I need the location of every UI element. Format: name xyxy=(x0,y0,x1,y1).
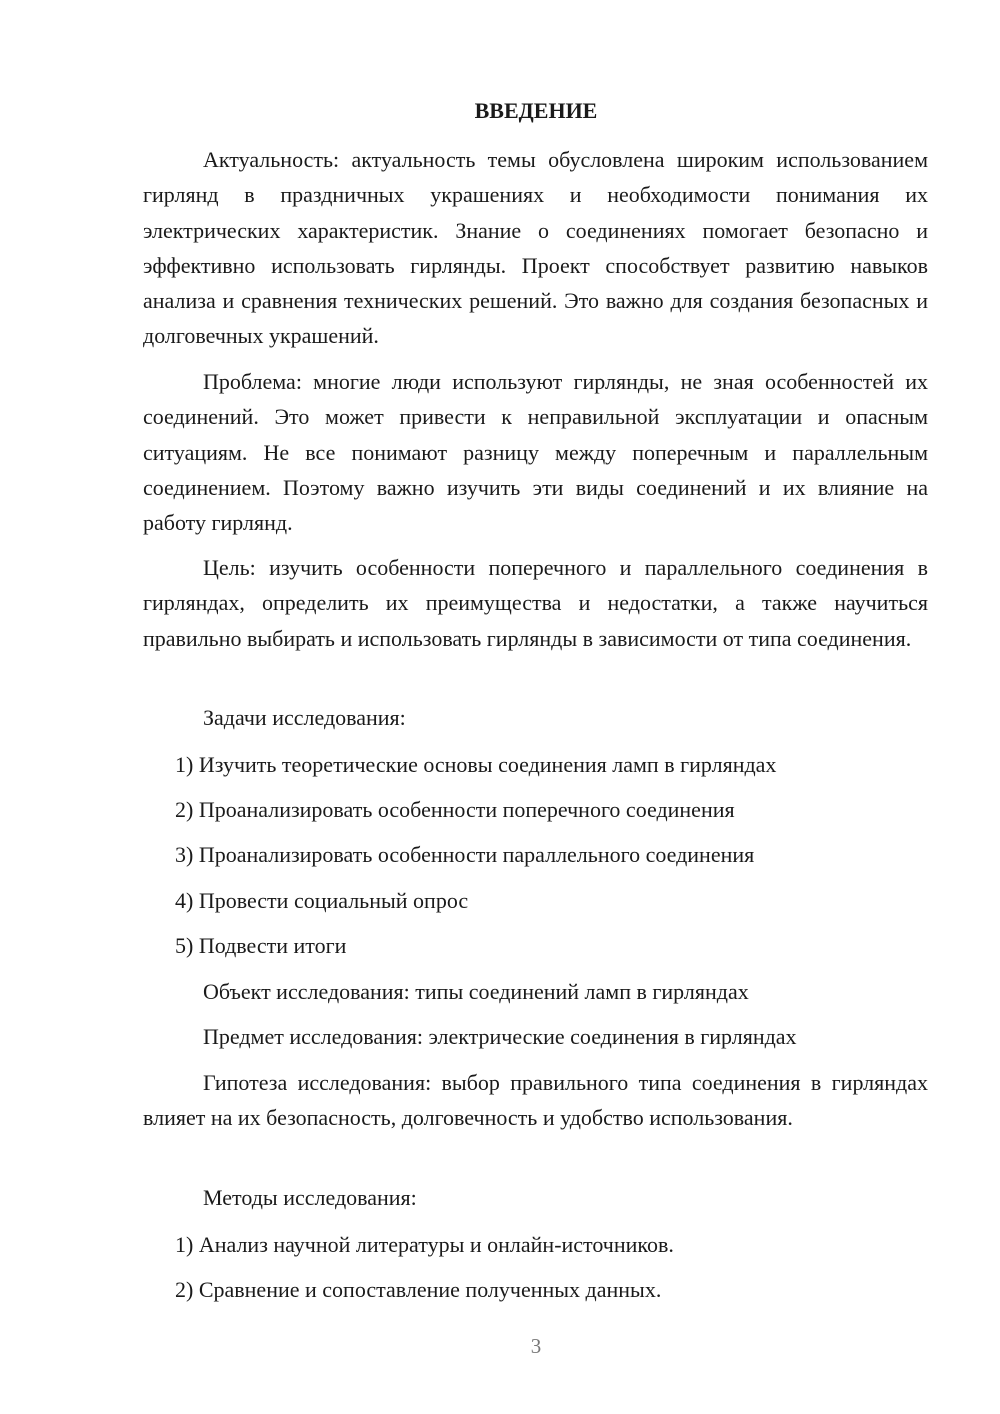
list-item-task-5: 5) Подвести итоги xyxy=(175,933,347,958)
list-item-task-2: 2) Проанализировать особенности поперечного соединения xyxy=(175,797,735,822)
list-item-task-1: 1) Изучить теоретические основы соединения ламп в гирляндах xyxy=(175,752,777,777)
paragraph-goal: Цель: изучить особенности поперечного и параллельного соединения в гирляндах, определить их преимущества и недостатки, а также научиться правильно выбирать и использовать гирлянды в зависимости от типа соединения. xyxy=(143,555,928,651)
list-item-method-1: 1) Анализ научной литературы и онлайн-источников. xyxy=(175,1232,674,1257)
paragraph-hypothesis: Гипотеза исследования: выбор правильного типа соединения в гирляндах влияет на их безопасность, долговечность и удобство использования. xyxy=(143,1070,928,1131)
research-subject: Предмет исследования: электрические соединения в гирляндах xyxy=(203,1024,797,1049)
list-item-task-3: 3) Проанализировать особенности параллельного соединения xyxy=(175,842,755,867)
paragraph-problem: Проблема: многие люди используют гирлянды, не зная особенностей их соединений. Это может привести к неправильной эксплуатации и опасным ситуациям. Не все понимают разницу между поперечным и параллельным соединением. Поэтому важно изучить эти виды соединений и их влияние на работу гирлянд. xyxy=(143,369,928,536)
methods-heading: Методы исследования: xyxy=(203,1185,417,1210)
page-number: 3 xyxy=(530,1334,542,1358)
list-item-task-4: 4) Провести социальный опрос xyxy=(175,888,469,913)
tasks-heading: Задачи исследования: xyxy=(203,705,406,730)
research-object: Объект исследования: типы соединений ламп в гирляндах xyxy=(203,979,749,1004)
section-title: ВВЕДЕНИЕ xyxy=(474,98,598,123)
list-item-method-2: 2) Сравнение и сопоставление полученных данных. xyxy=(175,1277,662,1302)
paragraph-relevance: Актуальность: актуальность темы обусловлена широким использованием гирлянд в праздничных украшениях и необходимости понимания их электрических характеристик. Знание о соединениях помогает безопасно и эффективно использовать гирлянды. Проект способствует развитию навыков анализа и сравнения технических решений. Это важно для создания безопасных и долговечных украшений. xyxy=(143,147,928,349)
